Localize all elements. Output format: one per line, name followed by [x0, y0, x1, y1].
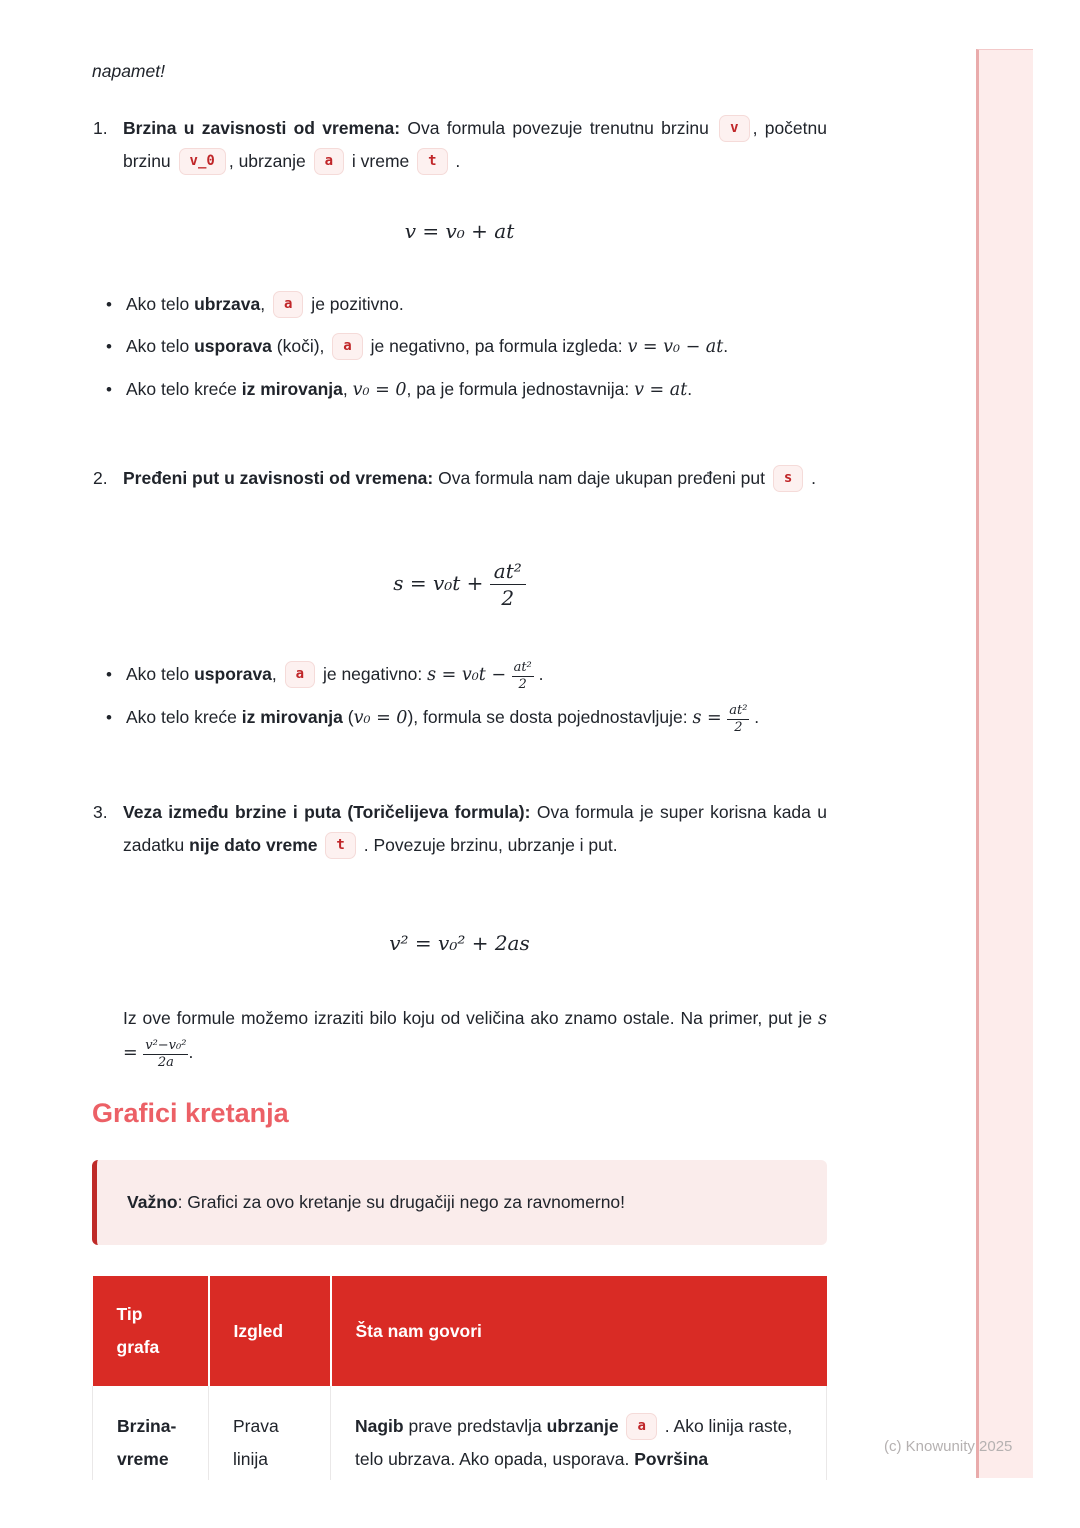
item2-title: Pređeni put u zavisnosti od vremena: [123, 468, 434, 488]
text-segment: prave predstavlja [403, 1416, 547, 1436]
code-chip-t: t [325, 832, 355, 859]
inline-math: v₀ = 0 [353, 708, 408, 728]
item1-body [123, 112, 827, 178]
text-segment: . [687, 379, 693, 399]
bullet-marker-icon: • [106, 337, 112, 356]
text-segment: Ova formula je super korisna kada u zadatku [123, 802, 828, 855]
fraction [490, 560, 526, 609]
fraction-numerator: v²−v₀² [145, 1038, 187, 1053]
formula-torricelli [92, 930, 827, 957]
text-segment: , početnu brzinu [123, 118, 827, 171]
table-header-sta-nam-govori: Šta nam govori [331, 1276, 827, 1386]
code-chip-s: s [773, 465, 803, 492]
bold-text: ubrzanje [546, 1416, 619, 1436]
inline-math: s = [692, 708, 728, 728]
fraction [143, 1039, 188, 1070]
inline-math: v₀ = 0 [352, 380, 407, 400]
bold-text: Nagib [355, 1416, 404, 1436]
text-segment: je negativno, pa formula izgleda: [365, 336, 628, 356]
text-segment: , [342, 379, 353, 399]
table-cell-graph-type: Brzina-vreme [93, 1386, 209, 1480]
code-chip-v: v [719, 115, 749, 142]
bullet-text [126, 373, 827, 407]
text-segment: , ubrzanje [228, 151, 306, 171]
text-segment: Ako telo [126, 294, 195, 314]
bold-text: iz mirovanja [241, 379, 343, 399]
item2-body [123, 462, 827, 495]
fraction-numerator: at² [490, 560, 526, 585]
table-header-izgled: Izgled [209, 1276, 331, 1386]
formula-distance [92, 560, 827, 609]
right-margin-strip [976, 49, 1033, 1478]
text-segment: , [271, 664, 277, 684]
inline-math: s = [123, 1009, 827, 1063]
text-segment: . [749, 707, 760, 727]
text-segment: . [723, 336, 729, 356]
callout-text [127, 1186, 797, 1219]
item2-bullets [92, 658, 827, 735]
item-number: 2. [93, 468, 108, 488]
fraction-numerator: at² [729, 703, 748, 718]
code-chip-a: a [314, 148, 344, 175]
graphs-table-wrapper [92, 1276, 827, 1480]
bullet-marker-icon: • [106, 295, 112, 314]
fraction-denominator: 2 [734, 720, 743, 735]
code-chip-a: a [285, 661, 315, 688]
display-math: v = v₀ + at [404, 219, 515, 243]
bullet-text [126, 288, 827, 321]
text-segment: ), formula se dosta pojednostavljuje: [407, 707, 693, 727]
bullet-text [126, 330, 827, 364]
bold-text: usporava [194, 664, 272, 684]
item2-paragraph [123, 462, 827, 495]
bullet-marker-icon: • [106, 665, 112, 684]
item1-paragraph [123, 112, 827, 178]
item3-paragraph [123, 796, 827, 862]
inline-math: v = at [634, 380, 688, 400]
table-header-row [93, 1276, 827, 1386]
display-math: v² = v₀² + 2as [389, 931, 530, 955]
text-segment: Iz ove formule možemo izraziti bilo koju od veličina ako znamo ostale. Na primer, put je [123, 1008, 819, 1028]
bullet-item [92, 330, 827, 364]
bold-text: nije dato vreme [189, 835, 318, 855]
fraction-denominator: 2 [501, 586, 515, 610]
code-chip-v0: v_0 [179, 148, 226, 175]
bullet-item [92, 288, 827, 321]
item-number: 1. [93, 118, 108, 138]
text-segment: . [188, 1042, 194, 1062]
text-segment: . Ako linija raste, telo ubrzava. Ako opada, usporava. [355, 1416, 793, 1469]
numbered-item-3 [92, 796, 827, 862]
fraction-denominator: 2 [518, 677, 527, 692]
item-number: 3. [93, 802, 108, 822]
text-segment: . [806, 468, 816, 488]
inline-math: s = v₀t − [427, 665, 512, 685]
bullet-text [126, 658, 827, 692]
table-cell-description [331, 1386, 827, 1480]
section-heading: Grafici kretanja [92, 1098, 289, 1128]
text-segment: Ako telo kreće [126, 379, 242, 399]
bullet-text [126, 701, 827, 735]
text-segment: Ako telo kreće [126, 707, 242, 727]
fraction-denominator: 2a [157, 1055, 174, 1070]
text-segment: Ova formula nam daje ukupan pređeni put [433, 468, 765, 488]
text-segment: . [450, 151, 461, 171]
text-segment: Ako telo [126, 336, 195, 356]
item1-bullets [92, 288, 827, 407]
bullet-item [92, 373, 827, 407]
item3-outro [92, 1002, 827, 1070]
code-chip-a: a [626, 1413, 656, 1440]
outro-paragraph [123, 1002, 827, 1070]
fraction [512, 661, 534, 692]
text-segment: je negativno: [318, 664, 428, 684]
display-math: s = v₀t + [393, 570, 490, 595]
item1-title: Brzina u zavisnosti od vremena: [123, 118, 401, 138]
text-segment: . Povezuje brzinu, ubrzanje i put. [358, 835, 618, 855]
important-callout [92, 1160, 827, 1245]
text-segment: Ova formula povezuje trenutnu brzinu [400, 118, 709, 138]
fraction-numerator: at² [513, 660, 532, 675]
code-chip-t: t [417, 148, 447, 175]
numbered-item-1 [92, 112, 827, 178]
callout-bold: Važno [127, 1192, 178, 1212]
table-cell-appearance: Prava linija [209, 1386, 331, 1480]
item3-body [123, 796, 827, 862]
text-segment: ( [342, 707, 354, 727]
text-segment: Ako telo [126, 664, 195, 684]
graphs-table [92, 1276, 827, 1480]
bold-text: usporava [194, 336, 272, 356]
fraction [727, 704, 749, 735]
bullet-marker-icon: • [106, 380, 112, 399]
text-segment: je pozitivno. [306, 294, 404, 314]
code-chip-a: a [332, 333, 362, 360]
bullet-marker-icon: • [106, 708, 112, 727]
text-segment: , pa je formula jednostavnija: [406, 379, 635, 399]
formula-velocity [92, 218, 827, 245]
bullet-item [92, 658, 827, 692]
table-row [93, 1386, 827, 1480]
bold-text: Površina [634, 1449, 709, 1469]
numbered-item-2 [92, 462, 827, 495]
table-header-tip-grafa: Tip grafa [93, 1276, 209, 1386]
bold-text: ubrzava [194, 294, 261, 314]
code-chip-a: a [273, 291, 303, 318]
text-segment: , [260, 294, 266, 314]
text-segment: . [533, 664, 544, 684]
copyright-text: (c) Knowunity 2025 [884, 1438, 1013, 1455]
inline-math: v = v₀ − at [627, 337, 724, 357]
item3-title: Veza između brzine i puta (Toričelijeva formula): [123, 802, 531, 822]
bullet-item [92, 701, 827, 735]
text-segment: (koči), [271, 336, 325, 356]
text-segment: i vreme [347, 151, 410, 171]
bold-text: iz mirovanja [241, 707, 343, 727]
text-segment: : Grafici za ovo kretanje su drugačiji nego za ravnomerno! [177, 1192, 626, 1212]
intro-note: napamet! [92, 61, 165, 81]
